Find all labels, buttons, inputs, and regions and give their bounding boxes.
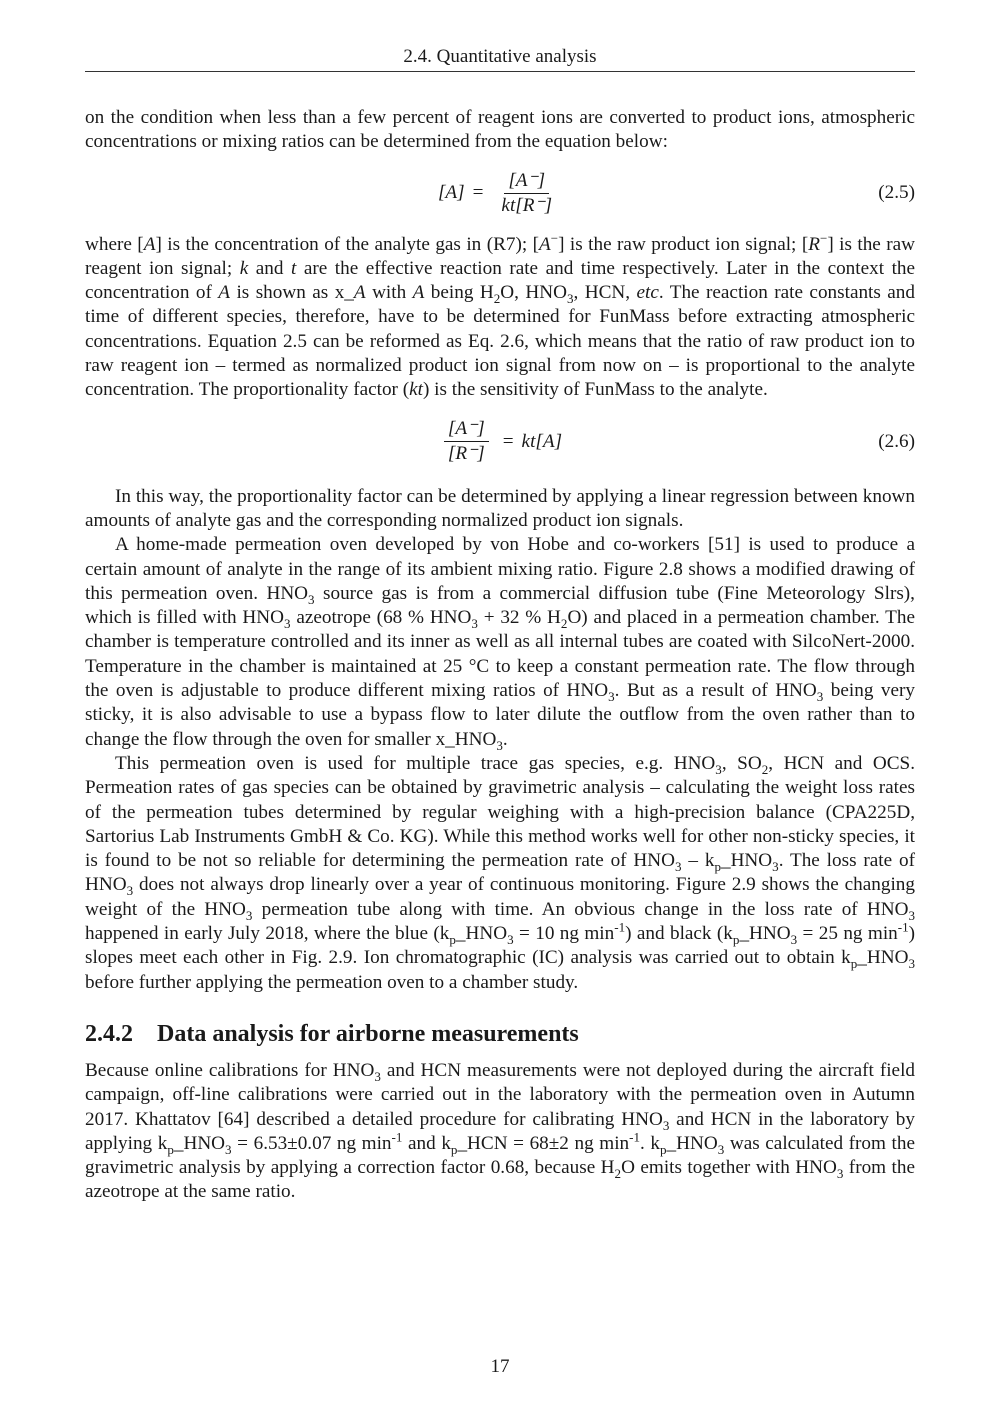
section-title: Data analysis for airborne measurements bbox=[157, 1020, 579, 1047]
running-header: 2.4. Quantitative analysis bbox=[403, 46, 597, 67]
section-heading bbox=[85, 1019, 915, 1049]
eq-2-6-fraction bbox=[444, 418, 489, 465]
eq-2-6-rhs: kt[A] bbox=[521, 430, 563, 452]
section-number: 2.4.2 bbox=[85, 1020, 133, 1047]
eq-2-6-numerator: [A⁻] bbox=[444, 418, 489, 442]
paragraph-3: In this way, the proportionality factor can be determined by applying a linear regression between known amounts of analyte gas and the corresponding normalized product ion signals. bbox=[85, 485, 915, 531]
equation-2-5 bbox=[85, 159, 915, 229]
eq-2-6-denominator: [R⁻] bbox=[447, 443, 485, 465]
equation-2-6 bbox=[85, 407, 915, 477]
eq-2-5-equals: = bbox=[472, 182, 484, 204]
paragraph-5: This permeation oven is used for multiple trace gas species, e.g. $HNO_3$, $SO_2$, HCN and OCS. Permeation rates of gas species can be obtained by gravimetric analysis – calculating the weight loss rates of the permeation tubes determined by regular weighing with a high-precision balance (CPA225D, Sartorius Lab Instruments GmbH & Co. KG). While this method works well for other non-sticky species, it is found to be not so reliable for determining the permeation rate of $HNO_3$ – $k_p\_HNO_3$. The loss rate of $HNO_3$ does not always drop linearly over a year of continuous monitoring. Figure 2.9 shows the changing weight of the $HNO_3$ permeation tube along with time. An obvious change in the loss rate of $HNO_3$ happened in early July 2018, where the blue ($k_p\_HNO_3 = 10$ ng $\min^{-1}$) and black ($k_p\_HNO_3 = 25$ ng $\min^{-1}$) slopes meet each other in Fig. 2.9. Ion chromatographic (IC) analysis was carried out to obtain $k_p\_HNO_3$ before further applying the permeation oven to a chamber study. bbox=[85, 752, 916, 993]
page-number: 17 bbox=[490, 1356, 510, 1377]
body-text bbox=[85, 106, 915, 1205]
paragraph-6: Because online calibrations for $HNO_3$ and HCN measurements were not deployed during the aircraft field campaign, off-line calibrations were carried out in the laboratory with the permeation oven in Autumn 2017. Khattatov [64] described a detailed procedure for calibrating $HNO_3$ and HCN in the laboratory by applying $k_p\_HNO_3 = 6.53\pm 0.07$ ng $\min^{-1}$ and $k_p\_HCN = 68\pm 2$ ng $\min^{-1}$. $k_p\_HNO_3$ was calculated from the gravimetric analysis by applying a correction factor 0.68, because $H_2O$ emits together with $HNO_3$ from the azeotrope at the same ratio. bbox=[85, 1059, 915, 1203]
eq-2-5-fraction bbox=[497, 170, 556, 217]
header-rule bbox=[85, 71, 915, 72]
paragraph-1: on the condition when less than a few percent of reagent ions are converted to product ions, atmospheric concentrations or mixing ratios can be determined from the equation below: bbox=[85, 107, 915, 153]
equation-number-2-6: (2.6) bbox=[878, 430, 915, 452]
eq-2-5-numerator: [A⁻] bbox=[504, 170, 549, 194]
eq-2-5-denominator: kt[R⁻] bbox=[501, 195, 553, 217]
eq-2-6-equals: = bbox=[502, 430, 514, 452]
eq-2-5-lhs: [A] bbox=[437, 182, 465, 204]
paragraph-4: A home-made permeation oven developed by von Hobe and co-workers [51] is used to produce a certain amount of analyte in the range of its ambient mixing ratio. Figure 2.8 shows a modified drawing of this permeation oven. $HNO_3$ source gas is from a commercial diffusion tube (Fine Meteorology Slrs), which is filled with $HNO_3$ azeotrope (68 % $HNO_3 + 32$ % $H_2O$) and placed in a permeation chamber. The chamber is temperature controlled and its inner as well as all internal tubes are coated with SilcoNert-2000. Temperature in the chamber is maintained at 25 °C to keep a constant permeation rate. The flow through the oven is adjustable to produce different mixing ratios of $HNO_3$. But as a result of $HNO_3$ being very sticky, it is also advisable to use a bypass flow to later dilute the outflow from the oven rather than to change the flow through the oven for smaller $x\_HNO_3$. bbox=[85, 534, 915, 753]
paragraph-2: where [A] is the concentration of the analyte gas in (R7); [A−] is the raw product ion signal; [R−] is the raw reagent ion signal; k and t are the effective reaction rate and time respectively. Later in the context the concentration of A is shown as x_A with A being $H_2O$, $HNO_3$, HCN, etc. The reaction rate constants and time of different species, therefore, have to be determined for FunMass before extracting atmospheric concentrations. Equation 2.5 can be reformed as Eq. 2.6, which means that the ratio of raw product ion to raw reagent ion – termed as normalized product ion signal from now on – is proportional to the analyte concentration. The proportionality factor (kt) is the sensitivity of FunMass to the analyte. bbox=[85, 230, 916, 401]
equation-number-2-5: (2.5) bbox=[878, 182, 915, 204]
